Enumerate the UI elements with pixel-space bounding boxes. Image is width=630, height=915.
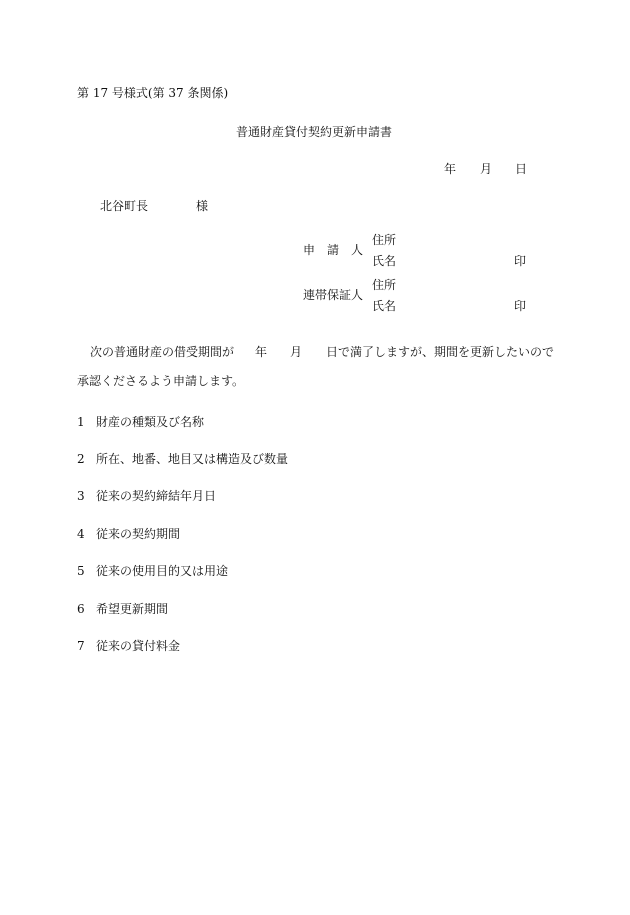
body-line2: 承認くださるよう申請します。 [77, 374, 245, 388]
date-month: 月 [480, 162, 493, 176]
item-number: 6 [77, 602, 85, 616]
item-number: 4 [77, 527, 85, 541]
item-number: 2 [77, 452, 85, 466]
applicant-address-label: 住所 [372, 233, 397, 247]
item-label: 希望更新期間 [96, 602, 169, 616]
body-part2: 日で満了しますが、期間を更新したいので [326, 345, 555, 359]
applicant-label: 申 請 人 [303, 243, 364, 257]
body-month: 月 [290, 345, 303, 359]
date-day: 日 [515, 162, 528, 176]
body-part1: 次の普通財産の借受期間が [90, 345, 235, 359]
addressee-name: 北谷町長 [100, 199, 149, 213]
guarantor-seal: 印 [514, 299, 527, 313]
item-number: 7 [77, 639, 85, 653]
item-label: 従来の契約締結年月日 [96, 489, 217, 503]
addressee-honorific: 様 [196, 199, 209, 213]
applicant-name-label: 氏名 [372, 254, 397, 268]
item-number: 3 [77, 489, 85, 503]
item-label: 財産の種類及び名称 [96, 415, 205, 429]
guarantor-label: 連帯保証人 [303, 288, 364, 302]
item-label: 所在、地番、地目又は構造及び数量 [96, 452, 289, 466]
page-title: 普通財産貸付契約更新申請書 [236, 125, 393, 139]
item-label: 従来の貸付料金 [96, 639, 181, 653]
item-label: 従来の使用目的又は用途 [96, 564, 229, 578]
date-year: 年 [444, 162, 457, 176]
form-number: 第 17 号様式(第 37 条関係) [77, 86, 229, 100]
item-label: 従来の契約期間 [96, 527, 181, 541]
guarantor-name-label: 氏名 [372, 299, 397, 313]
body-year: 年 [255, 345, 268, 359]
guarantor-address-label: 住所 [372, 278, 397, 292]
item-number: 5 [77, 564, 85, 578]
item-number: 1 [77, 415, 85, 429]
applicant-seal: 印 [514, 254, 527, 268]
